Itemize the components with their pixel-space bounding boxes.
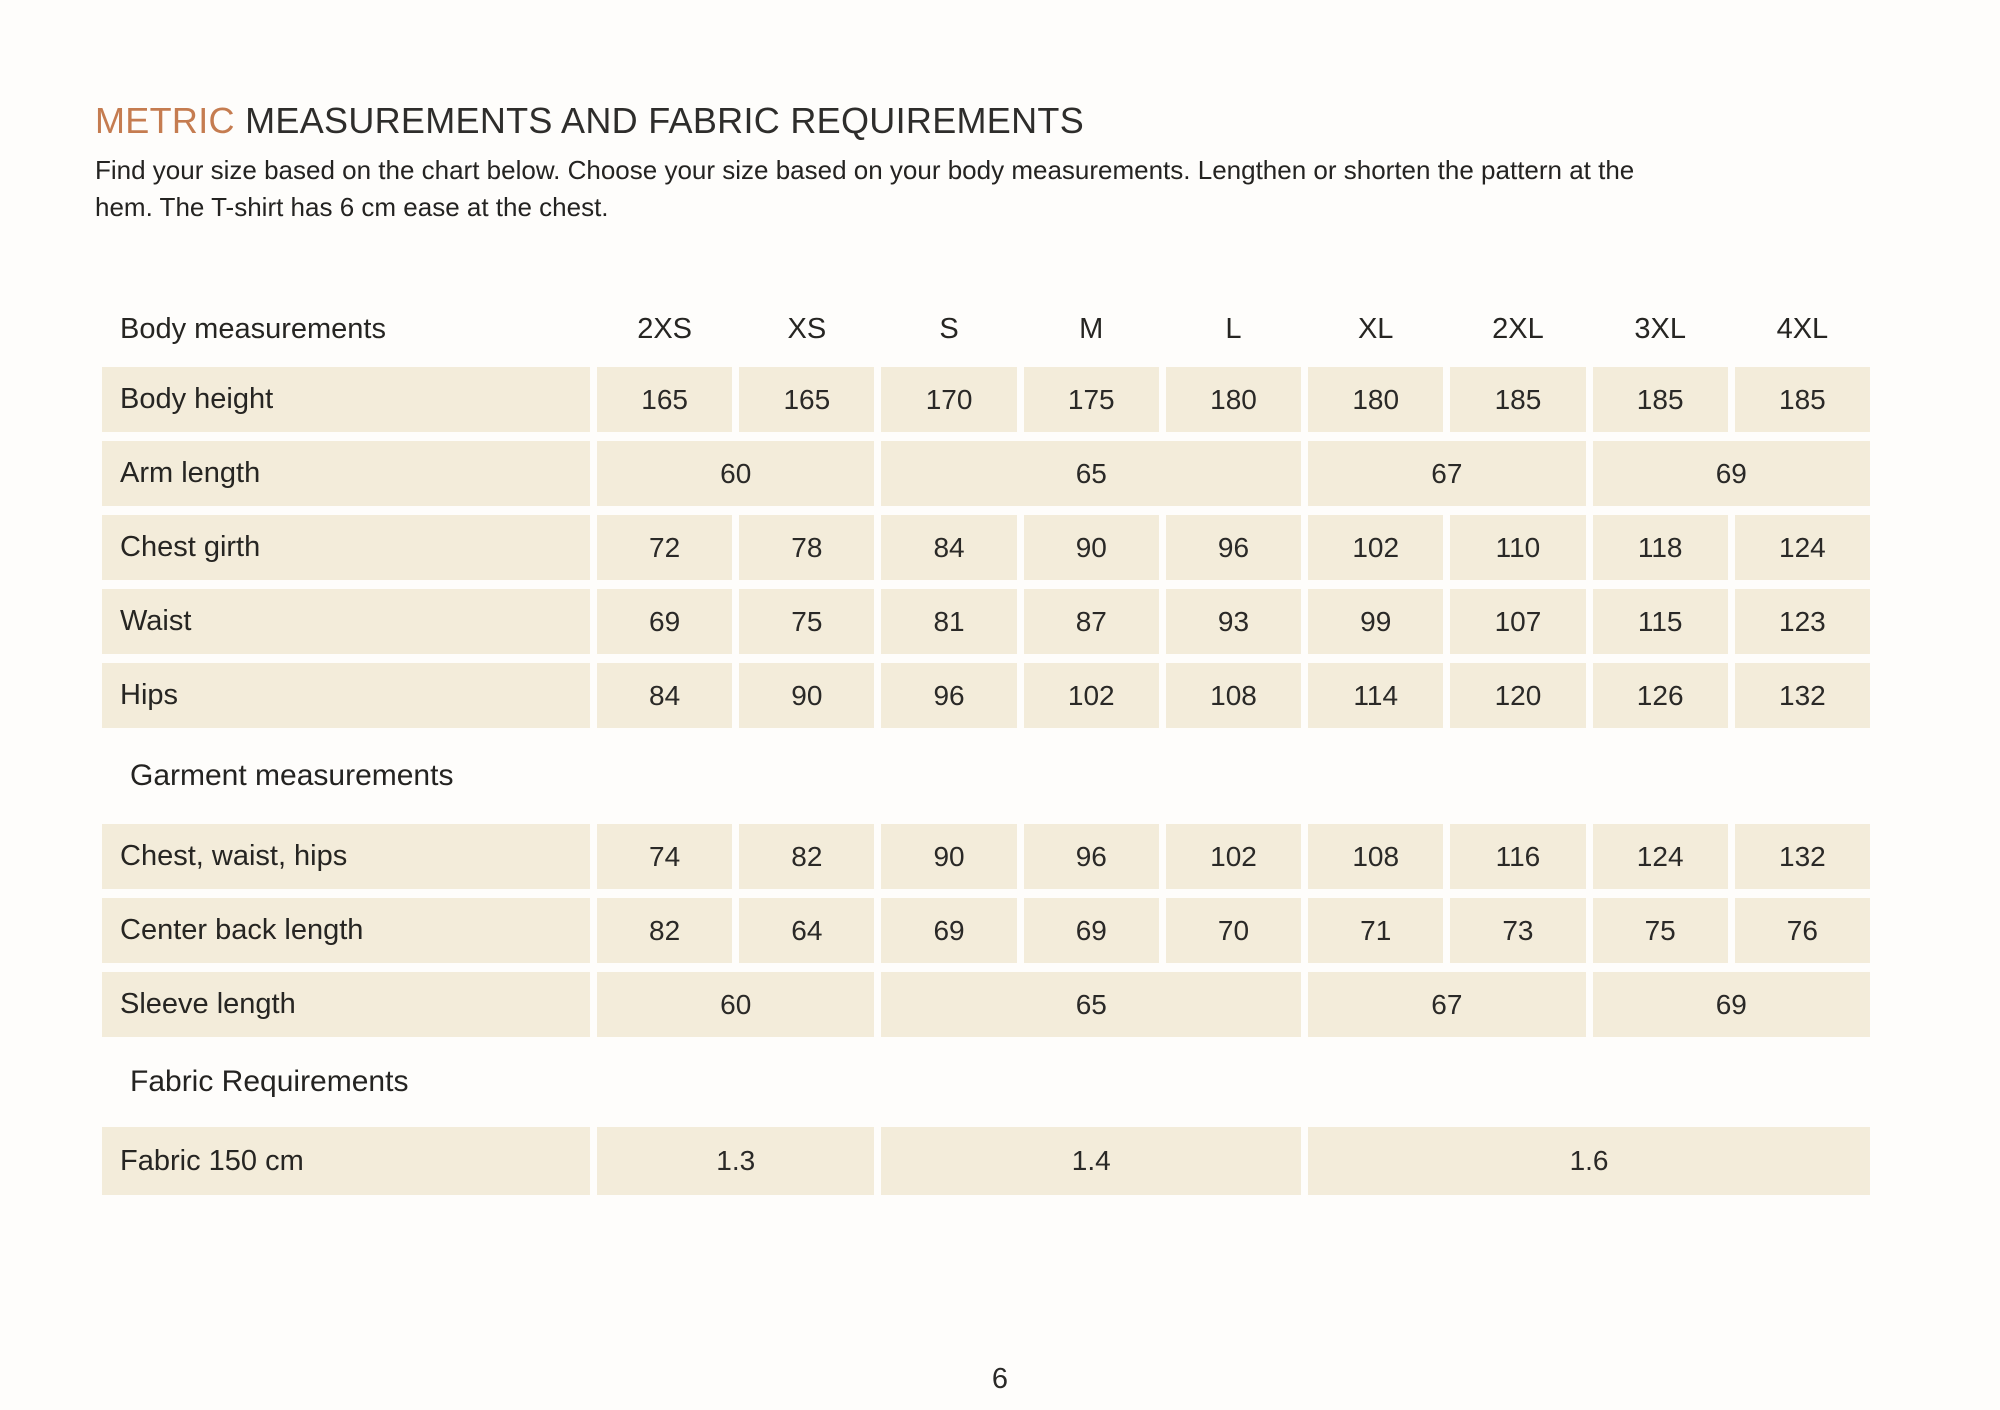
value-cell: 102 (1024, 663, 1159, 728)
value-cell: 69 (1024, 898, 1159, 963)
value-cell: 67 (1308, 441, 1585, 506)
value-cell: 73 (1450, 898, 1585, 963)
value-cell: 65 (881, 972, 1301, 1037)
value-cell: 96 (1166, 515, 1301, 580)
value-cell: 90 (881, 824, 1016, 889)
value-cell: 93 (1166, 589, 1301, 654)
value-cell: 114 (1308, 663, 1443, 728)
value-cell: 67 (1308, 972, 1585, 1037)
value-cell: 74 (597, 824, 732, 889)
row-label: Arm length (102, 441, 590, 506)
column-header-label: Body measurements (120, 312, 386, 345)
value-cell: 84 (881, 515, 1016, 580)
value-cell: 76 (1735, 898, 1870, 963)
value-cell: 185 (1735, 367, 1870, 432)
value-cell: 116 (1450, 824, 1585, 889)
value-cell: 75 (739, 589, 874, 654)
value-cell: 96 (881, 663, 1016, 728)
value-cell: 124 (1593, 824, 1728, 889)
value-cell: 82 (597, 898, 732, 963)
value-cell: 108 (1308, 824, 1443, 889)
value-cell: 69 (881, 898, 1016, 963)
value-cell: 185 (1450, 367, 1585, 432)
value-cell: 102 (1308, 515, 1443, 580)
value-cell: 69 (1593, 972, 1870, 1037)
column-header-size: L (1225, 312, 1242, 345)
value-cell: 78 (739, 515, 874, 580)
value-cell: 87 (1024, 589, 1159, 654)
value-cell: 123 (1735, 589, 1870, 654)
row-label: Fabric 150 cm (102, 1127, 590, 1195)
column-header-size: S (939, 312, 959, 345)
value-cell: 126 (1593, 663, 1728, 728)
value-cell: 69 (597, 589, 732, 654)
value-cell: 90 (739, 663, 874, 728)
value-cell: 102 (1166, 824, 1301, 889)
value-cell: 72 (597, 515, 732, 580)
row-label: Chest, waist, hips (102, 824, 590, 889)
value-cell: 180 (1308, 367, 1443, 432)
value-cell: 175 (1024, 367, 1159, 432)
value-cell: 60 (597, 972, 874, 1037)
value-cell: 60 (597, 441, 874, 506)
value-cell: 110 (1450, 515, 1585, 580)
value-cell: 81 (881, 589, 1016, 654)
value-cell: 107 (1450, 589, 1585, 654)
value-cell: 132 (1735, 824, 1870, 889)
value-cell: 1.4 (881, 1127, 1301, 1195)
column-header-size: 3XL (1634, 312, 1686, 345)
intro-line-2: hem. The T-shirt has 6 cm ease at the chest. (95, 192, 609, 222)
value-cell: 165 (739, 367, 874, 432)
column-header-size: 4XL (1776, 312, 1829, 345)
value-cell: 69 (1593, 441, 1870, 506)
value-cell: 118 (1593, 515, 1728, 580)
value-cell: 180 (1166, 367, 1301, 432)
column-header-size: XS (787, 312, 827, 345)
intro-line-1: Find your size based on the chart below. Choose your size based on your body measurements. Lengthen or shorten the pattern at the (95, 155, 1635, 185)
value-cell: 96 (1024, 824, 1159, 889)
column-header-size: 2XS (637, 312, 693, 345)
value-cell: 120 (1450, 663, 1585, 728)
intro-text (95, 152, 1905, 226)
page-title (95, 100, 1084, 142)
value-cell: 185 (1593, 367, 1728, 432)
row-label: Hips (102, 663, 590, 728)
column-header-size: M (1079, 312, 1104, 345)
value-cell: 170 (881, 367, 1016, 432)
value-cell: 108 (1166, 663, 1301, 728)
row-label: Chest girth (102, 515, 590, 580)
value-cell: 1.3 (597, 1127, 874, 1195)
column-header-size: XL (1357, 312, 1394, 345)
value-cell: 70 (1166, 898, 1301, 963)
value-cell: 64 (739, 898, 874, 963)
value-cell: 82 (739, 824, 874, 889)
value-cell: 71 (1308, 898, 1443, 963)
page-title-rest: MEASUREMENTS AND FABRIC REQUIREMENTS (234, 100, 1085, 141)
value-cell: 165 (597, 367, 732, 432)
size-table (102, 300, 1870, 1195)
row-label: Center back length (102, 898, 590, 963)
page-title-highlight: METRIC (95, 100, 235, 141)
value-cell: 99 (1308, 589, 1443, 654)
value-cell: 90 (1024, 515, 1159, 580)
row-label: Waist (102, 589, 590, 654)
section-title: Garment measurements (130, 759, 454, 792)
value-cell: 132 (1735, 663, 1870, 728)
value-cell: 124 (1735, 515, 1870, 580)
value-cell: 65 (881, 441, 1301, 506)
value-cell: 75 (1593, 898, 1728, 963)
value-cell: 84 (597, 663, 732, 728)
row-label: Sleeve length (102, 972, 590, 1037)
column-header-size: 2XL (1492, 312, 1544, 345)
page-number: 6 (991, 1363, 1009, 1395)
value-cell: 1.6 (1308, 1127, 1870, 1195)
row-label: Body height (102, 367, 590, 432)
section-title: Fabric Requirements (130, 1065, 409, 1098)
value-cell: 115 (1593, 589, 1728, 654)
